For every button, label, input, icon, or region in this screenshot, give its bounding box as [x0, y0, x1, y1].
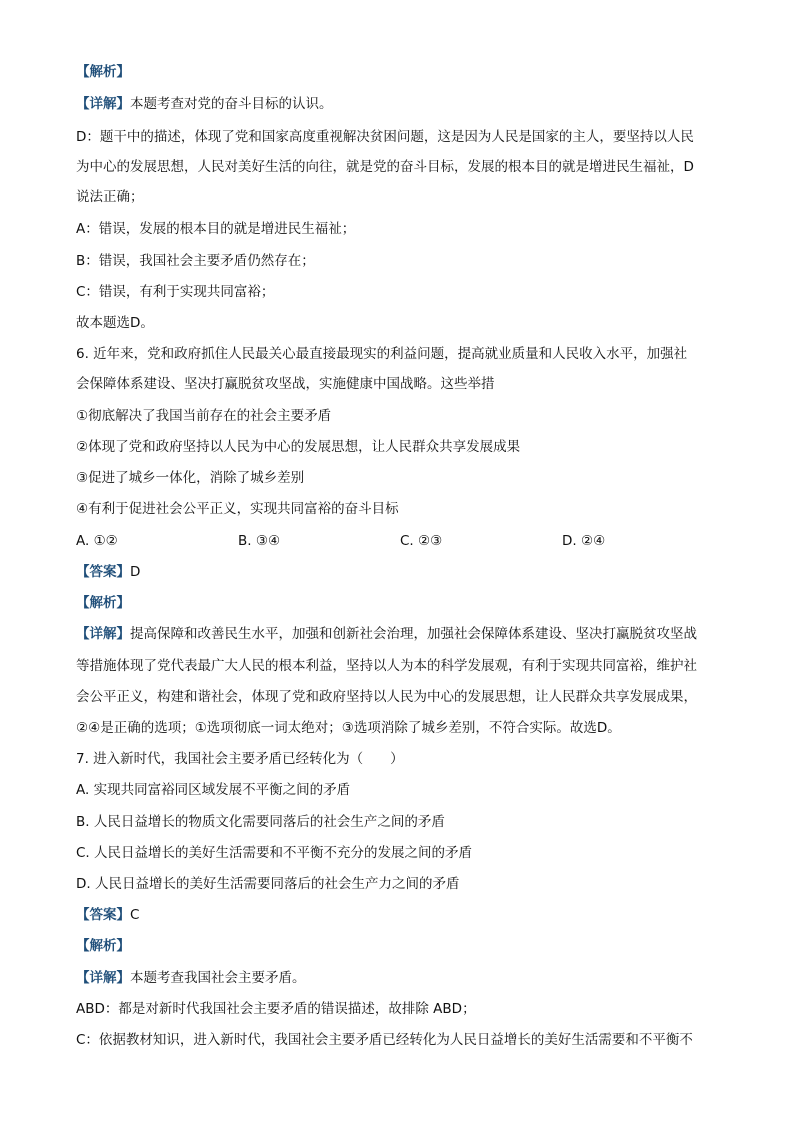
detail-text-line: 会公平正义，构建和谐社会，体现了党和政府坚持以人民为中心的发展思想，让人民群众共享发展成果，	[76, 689, 697, 705]
question-6-option-d: D. ②④	[562, 533, 606, 549]
detail-text-line: C：依据教材知识，进入新时代，我国社会主要矛盾已经转化为人民日益增长的美好生活需要和不平衡不	[76, 1032, 693, 1048]
question-6-stem: 会保障体系建设、坚决打赢脱贫攻坚战，实施健康中国战略。这些举措	[76, 376, 495, 392]
question-6-stem: 6. 近年来，党和政府抓住人民最关心最直接最现实的利益问题，提高就业质量和人民收入水平，加强社	[76, 346, 688, 362]
question-7-option-c: C. 人民日益增长的美好生活需要和不平衡不充分的发展之间的矛盾	[76, 845, 473, 861]
detail-text-line: C：错误，有利于实现共同富裕；	[76, 284, 275, 300]
detail-text-line: ②④是正确的选项；①选项彻底一词太绝对；③选项消除了城乡差别，不符合实际。故选D。	[76, 720, 621, 736]
question-6-option-a: A. ①②	[76, 533, 118, 549]
detail-text-line: D：题干中的描述，体现了党和国家高度重视解决贫困问题，这是因为人民是国家的主人，要坚持以人民	[76, 129, 694, 145]
question-6-option-c: C. ②③	[400, 533, 443, 549]
detail-text-line: B：错误，我国社会主要矛盾仍然存在；	[76, 253, 315, 269]
detail-line-q7: 【详解】本题考查我国社会主要矛盾。	[76, 970, 306, 986]
detail-text-line: 等措施体现了党代表最广大人民的根本利益，坚持以人为本的科学发展观，有利于实现共同富裕，维护社	[76, 658, 697, 674]
analysis-heading-q6: 【解析】	[76, 595, 130, 611]
question-7-option-a: A. 实现共同富裕同区域发展不平衡之间的矛盾	[76, 782, 351, 798]
question-6-item: ②体现了党和政府坚持以人民为中心的发展思想，让人民群众共享发展成果	[76, 439, 521, 455]
question-6-item: ③促进了城乡一体化，消除了城乡差别	[76, 470, 305, 486]
analysis-heading-q5: 【解析】	[76, 64, 130, 80]
detail-text-line: A：错误，发展的根本目的就是增进民生福祉；	[76, 221, 356, 237]
detail-text-line: 故本题选D。	[76, 315, 154, 331]
answer-line-q7: 【答案】C	[76, 907, 140, 923]
analysis-heading-q7: 【解析】	[76, 938, 130, 954]
question-6-item: ④有利于促进社会公平正义，实现共同富裕的奋斗目标	[76, 501, 399, 517]
question-7-option-d: D. 人民日益增长的美好生活需要同落后的社会生产力之间的矛盾	[76, 876, 460, 892]
detail-text-line: 为中心的发展思想，人民对美好生活的向往，就是党的奋斗目标，发展的根本目的就是增进民生福祉，D	[76, 159, 694, 175]
detail-line-q6: 【详解】提高保障和改善民生水平，加强和创新社会治理，加强社会保障体系建设、坚决打赢脱贫攻坚战	[76, 626, 697, 642]
detail-text-line: 说法正确；	[76, 189, 144, 205]
answer-line-q6: 【答案】D	[76, 564, 141, 580]
question-7-stem: 7. 进入新时代，我国社会主要矛盾已经转化为（ ）	[76, 751, 404, 767]
question-6-option-b: B. ③④	[238, 533, 281, 549]
question-6-item: ①彻底解决了我国当前存在的社会主要矛盾	[76, 408, 332, 424]
question-7-option-b: B. 人民日益增长的物质文化需要同落后的社会生产之间的矛盾	[76, 814, 445, 830]
detail-line-q5: 【详解】本题考查对党的奋斗目标的认识。	[76, 96, 333, 112]
detail-text-line: ABD：都是对新时代我国社会主要矛盾的错误描述，故排除 ABD；	[76, 1001, 476, 1017]
